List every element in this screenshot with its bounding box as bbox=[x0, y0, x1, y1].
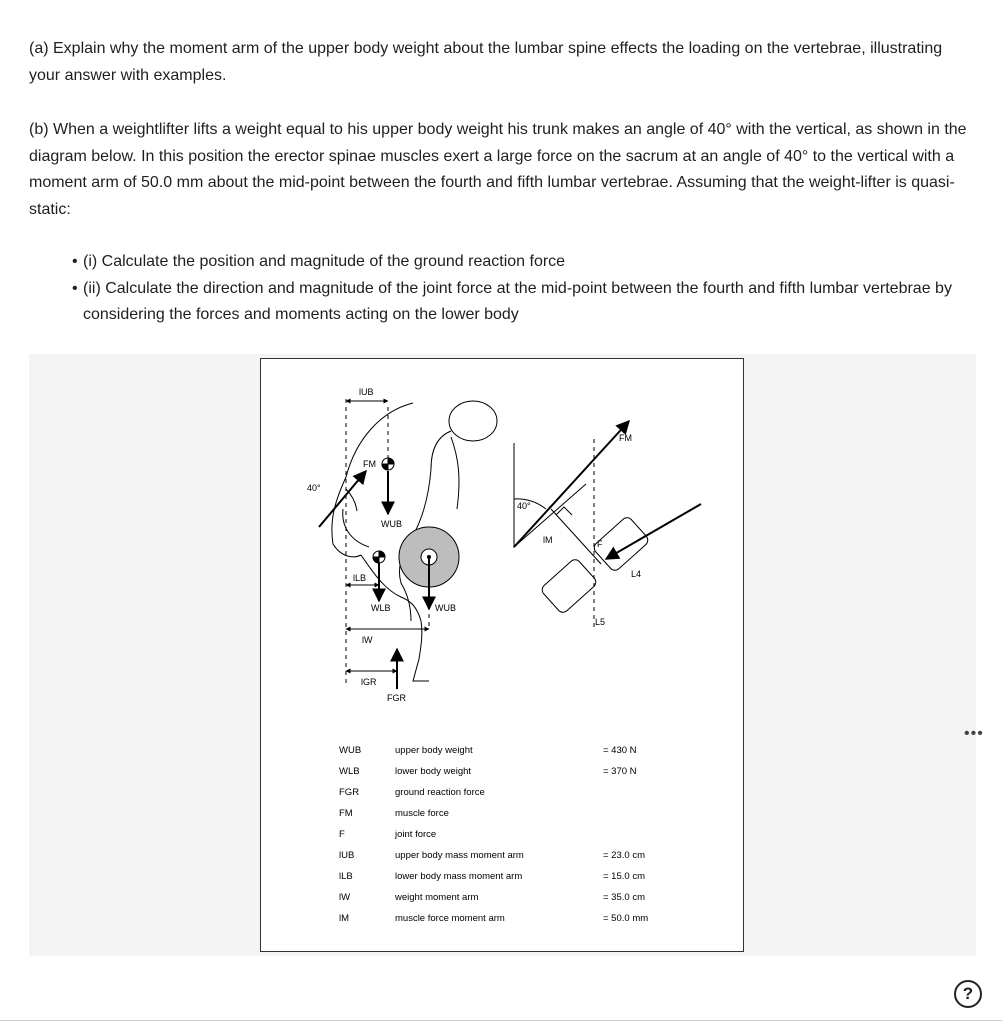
label-f-right: F bbox=[597, 539, 603, 549]
subpart-ii: • (ii) Calculate the direction and magnitude of the joint force at the mid-point between the fourth and fifth lumbar vertebrae by considering the forces and moments acting on the lower body bbox=[73, 276, 974, 329]
subpart-i: • (i) Calculate the position and magnitude of the ground reaction force bbox=[73, 249, 974, 276]
legend-row bbox=[339, 745, 637, 756]
legend-table bbox=[339, 745, 648, 924]
legend-value: = 50.0 mm bbox=[603, 913, 649, 924]
legend-row bbox=[339, 850, 645, 861]
legend-value: = 35.0 cm bbox=[603, 892, 645, 903]
legend-symbol: lM bbox=[339, 913, 350, 924]
legend-row bbox=[339, 808, 449, 819]
legend-row bbox=[339, 871, 645, 882]
more-options-button[interactable]: ••• bbox=[964, 725, 984, 742]
label-angle-40-right: 40° bbox=[517, 501, 531, 511]
legend-description: upper body mass moment arm bbox=[395, 850, 524, 861]
legend-description: upper body weight bbox=[395, 745, 473, 756]
question-mark-icon: ? bbox=[962, 984, 974, 1003]
legend-row bbox=[339, 787, 485, 798]
bottom-divider bbox=[0, 1020, 1002, 1021]
legend-description: ground reaction force bbox=[395, 787, 485, 798]
label-w-ub: WUB bbox=[381, 519, 402, 529]
legend-description: muscle force moment arm bbox=[395, 913, 505, 924]
label-w-lb: WLB bbox=[371, 603, 391, 613]
label-l-lb: lLB bbox=[353, 573, 367, 583]
label-l4: L4 bbox=[631, 569, 642, 579]
legend-symbol: lUB bbox=[339, 850, 355, 861]
subpart-list bbox=[29, 249, 974, 329]
label-f-m-right: FM bbox=[619, 433, 632, 443]
legend-symbol: FGR bbox=[339, 787, 360, 798]
label-w-ub-bar: WUB bbox=[435, 603, 456, 613]
label-l-gr: lGR bbox=[361, 677, 377, 687]
legend-symbol: F bbox=[339, 829, 345, 840]
legend-symbol: lW bbox=[339, 892, 351, 903]
label-angle-40: 40° bbox=[307, 483, 321, 493]
question-part-a: (a) Explain why the moment arm of the upper body weight about the lumbar spine effects the loading on the vertebrae, illustrating your answer with examples. bbox=[29, 40, 943, 84]
reference-lines bbox=[346, 399, 594, 684]
legend-description: lower body mass moment arm bbox=[395, 871, 523, 882]
legend-description: joint force bbox=[395, 829, 437, 840]
legend-value: = 430 N bbox=[603, 745, 637, 756]
label-l-ub: lUB bbox=[359, 387, 374, 397]
legend-row bbox=[339, 913, 648, 924]
label-l-w: lW bbox=[362, 635, 373, 645]
legend-symbol: WUB bbox=[339, 745, 362, 756]
legend-symbol: FM bbox=[339, 808, 353, 819]
legend-row bbox=[339, 829, 436, 840]
legend-row bbox=[339, 892, 645, 903]
center-of-mass-markers bbox=[373, 458, 394, 563]
label-f-gr: FGR bbox=[387, 693, 406, 703]
legend-value: = 15.0 cm bbox=[603, 871, 645, 882]
label-l-m: lM bbox=[543, 535, 553, 545]
legend-description: weight moment arm bbox=[395, 892, 479, 903]
legend-value: = 23.0 cm bbox=[603, 850, 645, 861]
figure-container bbox=[29, 354, 984, 956]
legend-symbol: lLB bbox=[339, 871, 353, 882]
biomechanics-figure bbox=[260, 358, 744, 952]
question-text bbox=[29, 36, 974, 329]
legend-value: = 370 N bbox=[603, 766, 637, 777]
question-part-b: (b) When a weightlifter lifts a weight equal to his upper body weight his trunk makes an angle of 40° with the vertical, as shown in the diagram below. In this position the erector spinae muscles exert a large force on the sacrum at an angle of 40° to the vertical with a moment arm of 50.0 mm about the mid-point between the fourth and fifth lumbar vertebrae. Assuming that the weight-lifter is quasi-static: bbox=[29, 121, 967, 218]
help-button[interactable] bbox=[954, 980, 982, 1008]
vertebrae-detail bbox=[514, 421, 701, 615]
figure-drawing bbox=[261, 359, 745, 953]
label-l5: L5 bbox=[595, 617, 606, 627]
legend-description: muscle force bbox=[395, 808, 449, 819]
legend-description: lower body weight bbox=[395, 766, 472, 777]
legend-symbol: WLB bbox=[339, 766, 360, 777]
label-f-m: FM bbox=[363, 459, 376, 469]
legend-row bbox=[339, 766, 637, 777]
